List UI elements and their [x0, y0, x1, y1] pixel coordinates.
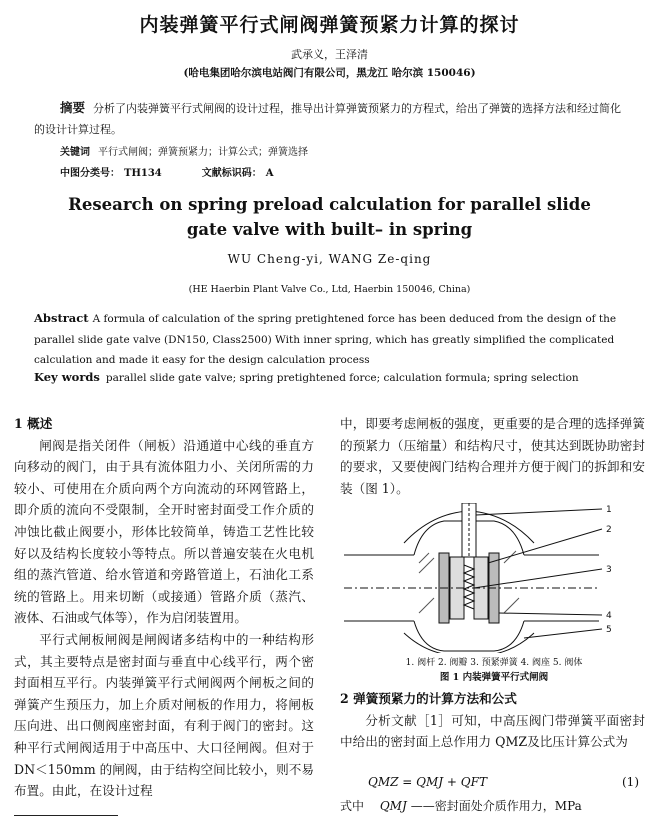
doc-code-label: 文献标识码：	[201, 168, 262, 179]
valve-diagram-figure	[344, 503, 644, 653]
english-affiliation: (HE Haerbin Plant Valve Co., Ltd, Haerbin 150046, China)	[188, 284, 471, 295]
english-abstract-text: A formula of calculation of the spring pretightened force has been deduced from the design of the parallel slide gate valve (DN150, Class2500) With inner spring, which has greatly simplified the complicated calculation and made it easy for the design calculation process	[34, 313, 617, 366]
chinese-affiliation: (哈电集团哈尔滨电站阀门有限公司，黑龙江 哈尔滨 150046)	[183, 67, 476, 79]
english-title-line1: Research on spring preload calculation for parallel slide	[68, 195, 591, 214]
definition-symbol: QMJ	[379, 799, 407, 813]
section1-heading: 1 概述	[14, 416, 53, 431]
chinese-abstract-text: 分析了内装弹簧平行式闸阀的设计过程，推导出计算弹簧预紧力的方程式，给出了弹簧的选择方法和经过简化的设计计算过程。	[34, 102, 622, 136]
english-keywords-text: parallel slide gate valve; spring pretightened force; calculation formula; spring selection	[105, 372, 579, 384]
english-title-line2: gate valve with built– in spring	[186, 220, 473, 239]
clc-value: TH134	[124, 168, 162, 179]
chinese-abstract-label: 摘要	[60, 100, 86, 115]
section1-paragraph1: 闸阀是指关闭件（闸板）沿通道中心线的垂直方向移动的阀门，由于具有流体阻力小、关闭所需的力较小、可使用在介质向两个方向流动的环网管路上，即介质的流向不受限制，全开时密封面受工作介质的冲蚀比截止阀要小，形体比较简单，铸造工艺性比较好以及结构长度较小等特点。所以普遍安装在火电机组的蒸汽管道、给水管道和旁路管道上，石油化工系统的管路上。用来切断（或接通）管路介质（蒸汽、液体、石油或气体等），作为启闭装置用。	[14, 437, 314, 626]
english-authors: WU Cheng-yi, WANG Ze-qing	[227, 252, 432, 266]
callout-3: 3	[606, 565, 612, 575]
footnote-rule	[14, 815, 118, 816]
equation-number: (1)	[622, 775, 639, 789]
section1-paragraph2: 平行式闸板闸阀是闸阀诸多结构中的一种结构形式，其主要特点是密封面与垂直中心线平行，两个密封面相互平行。内装弹簧平行式闸阀两个闸板之间的弹簧产生预压力，加上介质对闸板的作用力，将闸板压向进、出口侧阀座密封面，有利于阀门的密封。这种平行式闸阀适用于中高压中、大口径闸阀。但对于 DN＜150mm 的闸阀，由于结构空间比较小，则不易布置。由此，在设计过程	[14, 631, 314, 799]
equation-lhs: QMZ	[368, 775, 399, 789]
left-column	[14, 413, 314, 802]
chinese-keywords-text: 平行式闸阀；弹簧预紧力；计算公式；弹簧选择	[98, 147, 308, 158]
clc-label: 中图分类号：	[60, 168, 120, 179]
english-keywords	[34, 370, 579, 384]
figure-legend: 1. 阀杆 2. 阀瓣 3. 预紧弹簧 4. 阀座 5. 阀体	[405, 658, 583, 668]
english-abstract-label: Abstract	[34, 311, 89, 325]
definition-prefix: 式中	[340, 799, 365, 813]
doc-code-value: A	[265, 168, 274, 179]
section2	[340, 688, 645, 753]
chinese-classification	[60, 164, 314, 179]
callout-4: 4	[606, 611, 612, 621]
chinese-title: 内装弹簧平行式闸阀弹簧预紧力计算的探讨	[139, 14, 520, 36]
callout-5: 5	[606, 625, 612, 635]
callout-1: 1	[606, 505, 612, 515]
callout-2: 2	[606, 525, 612, 535]
right-column-intro: 中，即要考虑闸板的强度，更重要的是合理的选择弹簧的预紧力（压缩量）和结构尺寸，使其达到既协助密封的要求，又要使阀门结构合理并方便于阀门的拆卸和安装（图 1）。	[340, 416, 645, 496]
equation-definition	[340, 797, 582, 814]
section2-heading: 2 弹簧预紧力的计算方法和公式	[340, 691, 517, 706]
chinese-authors: 武承义，王泽清	[291, 48, 368, 61]
section2-paragraph: 分析文献［1］可知，中高压阀门带弹簧平面密封中给出的密封面上总作用力 QMZ及比压计算公式为	[340, 712, 645, 750]
figure-caption: 图 1 内装弹簧平行式闸阀	[439, 672, 549, 683]
english-abstract	[34, 308, 630, 371]
equation-rhs: = QMJ + QFT	[402, 775, 487, 789]
chinese-keywords	[60, 143, 308, 158]
chinese-keywords-label: 关键词	[60, 147, 90, 158]
chinese-abstract	[34, 97, 626, 140]
equation-1	[368, 775, 487, 789]
english-keywords-label: Key words	[34, 370, 100, 384]
definition-text: ——密封面处介质作用力，MPa	[410, 799, 582, 813]
english-title	[0, 192, 659, 242]
